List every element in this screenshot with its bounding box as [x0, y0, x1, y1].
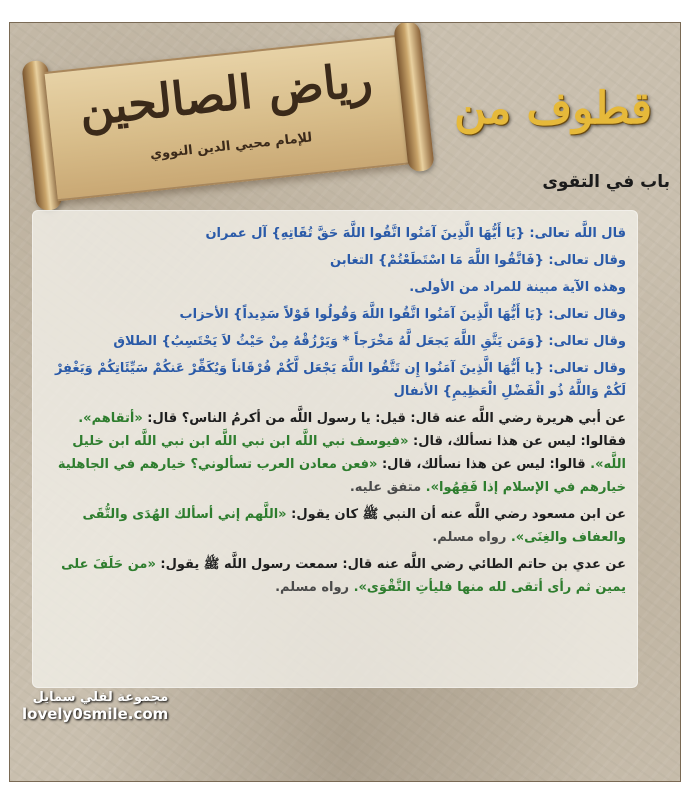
text-segment: متفق عليه. — [349, 480, 426, 495]
title-scroll-banner — [21, 22, 434, 211]
text-segment: رواه مسلم. — [275, 580, 354, 595]
text-segment: وقال تعالى: {يَا أَيُّهَا الَّذِينَ آمَنُوا اتَّقُوا اللَّهَ وَقُولُوا قَوْلاً سَدِيداً} الأحزاب — [179, 307, 626, 322]
text-paragraph — [44, 330, 626, 353]
text-paragraph — [44, 222, 626, 245]
watermark-arabic: مجموعة لفلي سمايل — [32, 690, 169, 705]
text-segment: وهذه الآية مبينة للمراد من الأولى. — [409, 280, 626, 295]
text-segment: قال اللَّه تعالى: {يَا أَيُّهَا الَّذِينَ آمَنُوا اتَّقُوا اللَّهَ حَقَّ تُقَاتِهِ} آل عمران — [205, 226, 626, 241]
site-watermark — [22, 690, 168, 723]
text-segment: وقال تعالى: {وَمَن يَتَّقِ اللَّهَ يَجعَل لَّهُ مَخْرَجاً * وَيَرْزُقْهُ مِنْ حَيْثُ لاَ يَحْتَسِبُ} الطلاق — [113, 334, 626, 349]
text-segment: فقالوا: ليس عن هذا نسألك، قال: — [408, 434, 626, 449]
text-segment: «من حَلَفَ على يمين ثم رأى أتقى لله منها فليأتِ التَّقْوَى». — [61, 557, 626, 595]
chapter-title: باب في التقوى — [542, 172, 670, 192]
text-paragraph — [44, 303, 626, 326]
book-title: رياض الصالحين — [76, 51, 375, 137]
text-segment: وقال تعالى: {يا أَيُّهَا الَّذِينَ آمَنُوا إِن تَتَّقُوا اللَّهَ يَجْعَل لَّكُمْ فُرْقَاناً وَيُكَفِّرْ عَنكُمْ سَيِّئَاتِكُمْ وَيَغْفِرْ لَكُمْ وَاللَّهُ ذُو الْفَضْلِ الْعَظِيمِ} الأنفال — [54, 361, 626, 399]
text-paragraph — [44, 249, 626, 272]
text-segment: «أتقاهم». — [78, 411, 143, 426]
series-heading: قطوف من — [454, 83, 652, 134]
text-segment: قالوا: ليس عن هذا نسألك، قال: — [377, 457, 591, 472]
text-segment: «فعن معادن العرب تسألوني؟ خيارهم في الجاهلية خيارهم في الإسلام إذا فَقِهُوا». — [57, 457, 626, 495]
text-segment: وقال تعالى: {فَاتَّقُوا اللَّهَ مَا اسْتَطَعْتُمْ} التغابن — [330, 253, 626, 268]
book-author: للإمام محيي الدين النووي — [149, 130, 313, 163]
text-paragraph — [44, 553, 626, 599]
text-segment: «فيوسف نبي اللَّه ابن نبي اللَّه ابن نبي اللَّه ابن خليل اللَّه». — [72, 434, 626, 472]
text-paragraph — [44, 357, 626, 403]
watermark-url: lovely0smile.com — [22, 705, 169, 723]
text-segment: عن عدي بن حاتم الطائي رضي اللَّه عنه قال: سمعت رسول اللَّه ﷺ يقول: — [155, 557, 626, 572]
text-segment: عن ابن مسعود رضي اللَّه عنه أن النبي ﷺ كان يقول: — [286, 507, 626, 522]
content-panel — [32, 210, 638, 688]
text-paragraph — [44, 276, 626, 299]
text-segment: عن أبي هريرة رضي اللَّه عنه قال: قيل: يا رسول اللَّه من أكرمُ الناس؟ قال: — [142, 411, 626, 426]
text-paragraph — [44, 407, 626, 499]
text-segment: رواه مسلم. — [432, 530, 511, 545]
text-segment: «اللَّهم إني أسألك الهُدَى والتُّقَى والعفاف والغِنَى». — [82, 507, 626, 545]
text-paragraph — [44, 503, 626, 549]
